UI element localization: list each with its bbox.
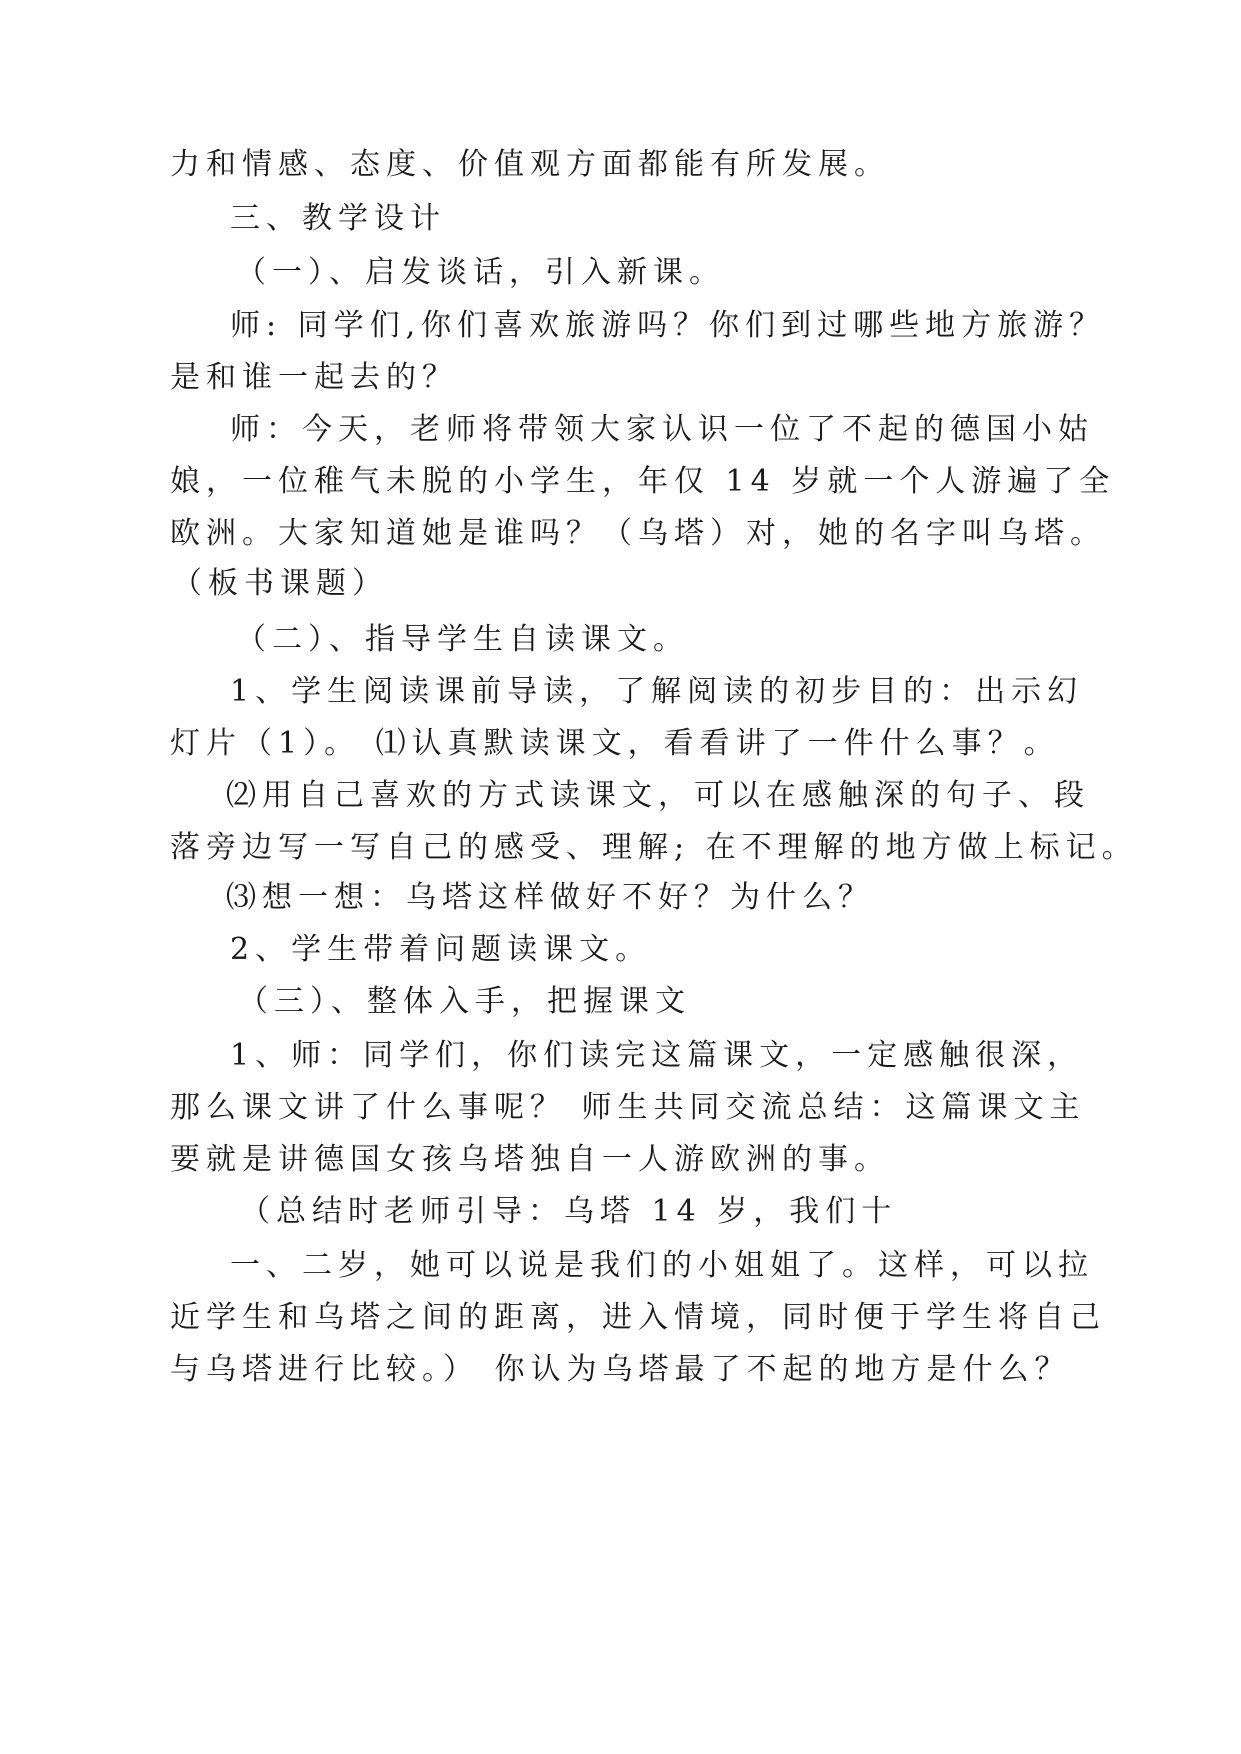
text-line: 力和情感、态度、价值观方面都能有所发展。	[170, 147, 890, 182]
text-line: 娘，一位稚气未脱的小学生，年仅 14 岁就一个人游遍了全	[170, 464, 1116, 499]
section-heading: 三、教学设计	[230, 201, 446, 236]
text-line: 师：今天，老师将带领大家认识一位了不起的德国小姑	[230, 412, 1094, 447]
text-line: 要就是讲德国女孩乌塔独自一人游欧洲的事。	[170, 1142, 890, 1177]
subsection-heading: （三）、整体入手，把握课文	[238, 984, 691, 1019]
text-line: 落旁边写一写自己的感受、理解; 在不理解的地方做上标记。	[170, 830, 1138, 865]
subsection-heading: （二）、指导学生自读课文。	[236, 622, 689, 657]
text-line: 欧洲。大家知道她是谁吗？（乌塔）对，她的名字叫乌塔。	[170, 516, 1106, 551]
text-line: 近学生和乌塔之间的距离，进入情境，同时便于学生将自己	[170, 1300, 1106, 1335]
text-line: 1、师：同学们，你们读完这篇课文，一定感触很深，	[230, 1038, 1084, 1073]
text-line: 师: 同学们,你们喜欢旅游吗？你们到过哪些地方旅游？	[230, 308, 1106, 343]
subsection-heading: （一）、启发谈话，引入新课。	[236, 255, 725, 290]
text-line: （总结时老师引导：乌塔 14 岁，我们十	[240, 1194, 898, 1229]
text-line: 2、学生带着问题读课文。	[230, 932, 652, 967]
text-line: （板书课题）	[172, 566, 388, 601]
text-line: 与乌塔进行比较。） 你认为乌塔最了不起的地方是什么？	[170, 1352, 1071, 1387]
text-line: 一、二岁，她可以说是我们的小姐姐了。这样，可以拉	[230, 1248, 1094, 1283]
text-line: ⑶想一想：乌塔这样做好不好？为什么？	[226, 880, 874, 915]
text-line: 1、学生阅读课前导读，了解阅读的初步目的：出示幻	[230, 674, 1084, 709]
text-line: 是和谁一起去的？	[170, 360, 458, 395]
text-line: ⑵用自己喜欢的方式读课文，可以在感触深的句子、段	[226, 778, 1090, 813]
text-line: 灯片（1）。 ⑴认真默读课文，看看讲了一件什么事？。	[170, 726, 1060, 761]
text-line: 那么课文讲了什么事呢？ 师生共同交流总结：这篇课文主	[170, 1090, 1086, 1125]
